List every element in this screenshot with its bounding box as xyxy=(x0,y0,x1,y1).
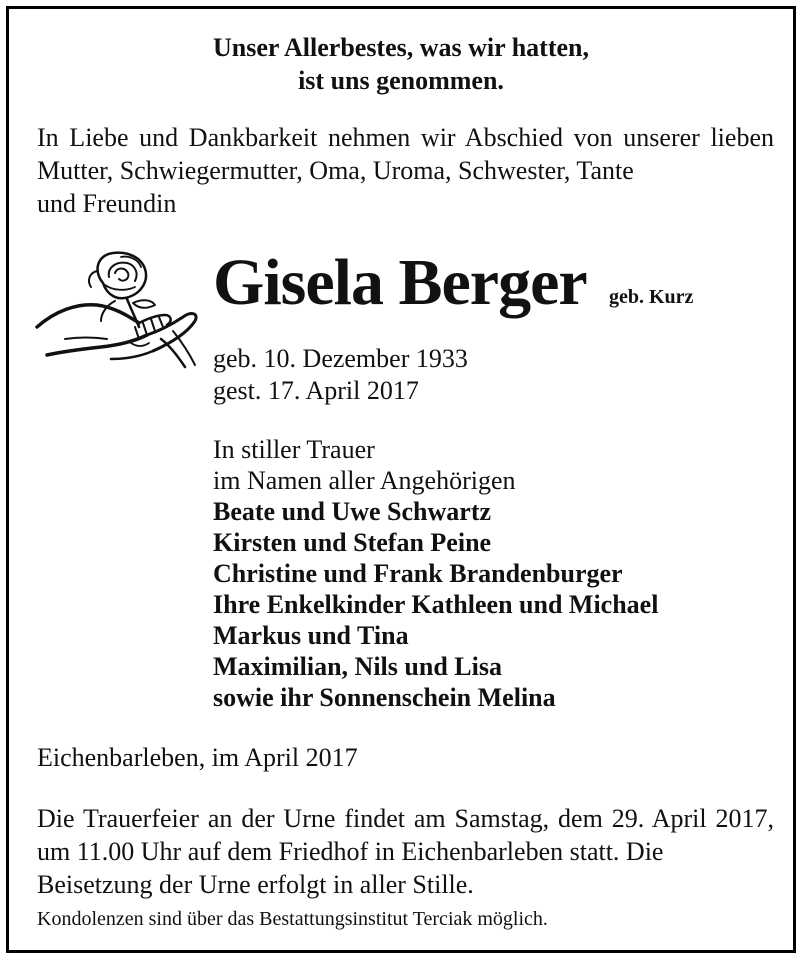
deceased-name: Gisela Berger xyxy=(213,246,587,319)
life-dates xyxy=(213,343,468,407)
maiden-name: geb. Kurz xyxy=(609,286,694,308)
funeral-text-last-line: Beisetzung der Urne erfolgt in aller Stille. xyxy=(37,870,474,899)
funeral-text: Die Trauerfeier an der Urne findet am Samstag, dem 29. April 2017, um 11.00 Uhr auf dem Friedhof in Eichenbarleben statt. Die xyxy=(37,804,774,866)
birth-date: geb. 10. Dezember 1933 xyxy=(213,344,468,373)
obituary-frame xyxy=(6,6,796,953)
place-and-date: Eichenbarleben, im April 2017 xyxy=(37,743,358,772)
mourner-name: Christine und Frank Brandenburger xyxy=(213,559,623,588)
mourner-name: Markus und Tina xyxy=(213,621,409,650)
mourner-name: sowie ihr Sonnenschein Melina xyxy=(213,683,556,712)
death-date: gest. 17. April 2017 xyxy=(213,376,419,405)
intro-paragraph xyxy=(37,121,774,220)
motto xyxy=(9,31,793,97)
intro-text: In Liebe und Dankbarkeit nehmen wir Abschied von unserer lieben Mutter, Schwiegermutter, Oma, Uroma, Schwester, Tante xyxy=(37,123,774,185)
rose-in-hands-icon xyxy=(35,243,205,381)
funeral-paragraph xyxy=(37,802,774,901)
mourner-name: Kirsten und Stefan Peine xyxy=(213,528,492,557)
motto-line-1: Unser Allerbestes, was wir hatten, xyxy=(212,33,589,62)
motto-line-2: ist uns genommen. xyxy=(298,66,504,95)
condolence-note: Kondolenzen sind über das Bestattungsinstitut Terciak möglich. xyxy=(37,908,548,930)
mourners-block xyxy=(213,434,658,713)
intro-text-last-line: und Freundin xyxy=(37,189,177,218)
mourner-name: Beate und Uwe Schwartz xyxy=(213,497,492,526)
mourning-line-2: im Namen aller Angehörigen xyxy=(213,466,516,495)
mourner-name: Ihre Enkelkinder Kathleen und Michael xyxy=(213,590,659,619)
mourning-line-1: In stiller Trauer xyxy=(213,435,375,464)
mourner-name: Maximilian, Nils und Lisa xyxy=(213,652,502,681)
